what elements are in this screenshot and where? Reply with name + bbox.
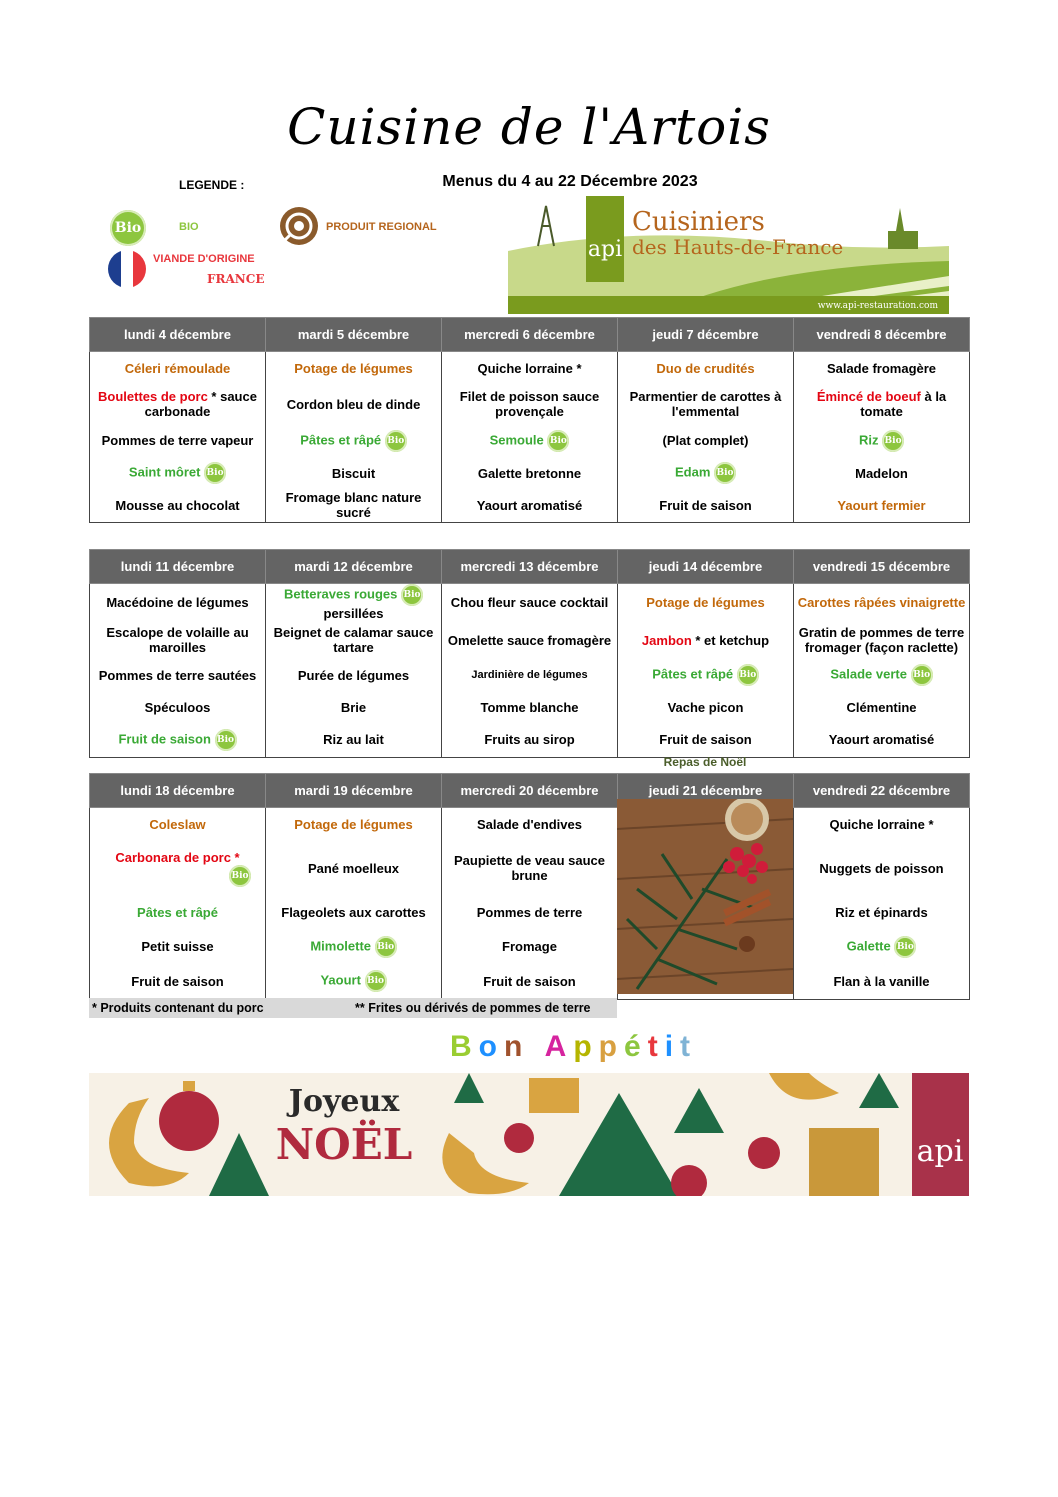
menu-item: [90, 458, 266, 489]
menu-item: Riz au lait: [266, 723, 442, 757]
menu-subtitle: Menus du 4 au 22 Décembre 2023: [442, 173, 698, 190]
page-title: Cuisine de l'Artois: [287, 98, 771, 156]
bon-appetit-letter: t: [647, 1030, 665, 1063]
menu-item: (Plat complet): [618, 424, 794, 458]
menu-item: [794, 424, 970, 458]
menu-item: Petit suisse: [90, 930, 266, 964]
bio-icon: Bio: [365, 970, 387, 992]
menu-item: [442, 424, 618, 458]
banner-line1: Cuisiniers: [632, 207, 765, 237]
menu-item-label: Riz: [858, 431, 879, 447]
menu-item: Biscuit: [266, 458, 442, 489]
day-header: jeudi 7 décembre: [618, 318, 794, 352]
menu-week-2: [89, 549, 970, 758]
bon-appetit-letter: t: [680, 1030, 698, 1063]
menu-item-label: persillées: [323, 606, 384, 621]
menu-item: Galette bretonne: [442, 458, 618, 489]
menu-item: Clémentine: [794, 691, 970, 723]
menu-item: Pommes de terre vapeur: [90, 424, 266, 458]
day-header: vendredi 15 décembre: [794, 550, 970, 584]
menu-item: Spéculoos: [90, 691, 266, 723]
menu-item: [794, 930, 970, 964]
xmas-brand: api: [916, 1134, 964, 1169]
menu-item: Jardinière de légumes: [442, 659, 618, 691]
bio-icon: Bio: [714, 462, 736, 484]
menu-item: Potage de légumes: [266, 808, 442, 841]
day-header: mercredi 20 décembre: [442, 774, 618, 808]
day-header: lundi 4 décembre: [90, 318, 266, 352]
menu-item-part: * et ketchup: [691, 632, 770, 648]
day-header: vendredi 8 décembre: [794, 318, 970, 352]
menu-item: Macédoine de légumes: [90, 584, 266, 622]
menu-item: Tomme blanche: [442, 691, 618, 723]
footer-note-pork: * Produits contenant du porc: [92, 1001, 264, 1015]
bio-icon: Bio: [882, 430, 904, 452]
menu-item: [618, 659, 794, 691]
menu-item: Potage de légumes: [618, 584, 794, 622]
menu-item: Fromage blanc nature sucré: [266, 489, 442, 523]
menu-item-part: Émincé de boeuf: [816, 389, 921, 404]
menu-item: Potage de légumes: [266, 352, 442, 385]
api-cuisiniers-banner: [508, 196, 949, 314]
menu-item: Madelon: [794, 458, 970, 489]
banner-url: www.api-restauration.com: [817, 301, 938, 311]
bio-icon: Bio: [894, 936, 916, 958]
day-header: mardi 19 décembre: [266, 774, 442, 808]
menu-item: Pommes de terre: [442, 896, 618, 930]
menu-item-label: Pâtes et râpé: [300, 431, 382, 447]
menu-item: Yaourt fermier: [794, 489, 970, 523]
bio-icon: Bio: [911, 664, 933, 686]
menu-item: Fruit de saison: [618, 723, 794, 757]
menu-item: Escalope de volaille au maroilles: [90, 621, 266, 659]
menu-item: Céleri rémoulade: [90, 352, 266, 385]
menu-item: [266, 964, 442, 1000]
menu-item: Mousse au chocolat: [90, 489, 266, 523]
bio-icon: Bio: [385, 430, 407, 452]
menu-item: [794, 385, 970, 424]
menu-item: [266, 930, 442, 964]
bon-appetit-letter: o: [478, 1030, 504, 1063]
menu-item-label: Semoule: [489, 431, 544, 447]
banner-brand: api: [587, 237, 623, 262]
french-flag-icon: [108, 250, 146, 288]
bio-icon: Bio: [375, 936, 397, 958]
bon-appetit-letter: p: [573, 1030, 599, 1063]
bio-icon: Bio: [547, 430, 569, 452]
menu-item: [90, 841, 266, 896]
menu-item: [618, 458, 794, 489]
menu-item-label: Carbonara de porc *: [115, 849, 240, 865]
menu-item-label: Salade verte: [830, 666, 907, 682]
legend-origin-label: VIANDE D'ORIGINE: [153, 253, 255, 265]
menu-item: Duo de crudités: [618, 352, 794, 385]
menu-item: [90, 723, 266, 757]
banner-line2: des Hauts-de-France: [632, 235, 844, 259]
menu-item: Fruit de saison: [90, 964, 266, 1000]
day-header: lundi 11 décembre: [90, 550, 266, 584]
footer-notes: [89, 998, 617, 1018]
menu-week-1: [89, 317, 970, 523]
menu-item: Filet de poisson sauce provençale: [442, 385, 618, 424]
menu-item: Parmentier de carottes à l'emmental: [618, 385, 794, 424]
menu-item: Flageolets aux carottes: [266, 896, 442, 930]
menu-week-3: [89, 773, 970, 1000]
menu-item: Coleslaw: [90, 808, 266, 841]
day-header: jeudi 14 décembre: [618, 550, 794, 584]
menu-item-part: à la tomate: [860, 389, 947, 419]
menu-item: Cordon bleu de dinde: [266, 385, 442, 424]
regional-product-icon: [280, 207, 318, 245]
bon-appetit-letter: [529, 1030, 544, 1063]
legend-origin-country: FRANCE: [207, 272, 265, 286]
menu-item: Riz et épinards: [794, 896, 970, 930]
menu-item: Beignet de calamar sauce tartare: [266, 621, 442, 659]
day-header: mardi 5 décembre: [266, 318, 442, 352]
bio-icon: Bio: [401, 584, 423, 606]
menu-item: Fruits au sirop: [442, 723, 618, 757]
day-header: mercredi 13 décembre: [442, 550, 618, 584]
menu-item-label: Galette: [846, 937, 891, 953]
menu-item: [266, 584, 442, 622]
legend-title: LEGENDE :: [179, 178, 245, 192]
menu-item: Gratin de pommes de terre fromager (façon raclette): [794, 621, 970, 659]
menu-item: Brie: [266, 691, 442, 723]
menu-item: Fromage: [442, 930, 618, 964]
bio-icon: Bio: [215, 729, 237, 751]
menu-item-label: Mimolette: [310, 937, 372, 953]
bio-icon: Bio: [204, 462, 226, 484]
bon-appetit-letter: p: [598, 1030, 624, 1063]
menu-item: Yaourt aromatisé: [442, 489, 618, 523]
menu-item: Salade d'endives: [442, 808, 618, 841]
menu-item: Quiche lorraine *: [794, 808, 970, 841]
menu-item: Pommes de terre sautées: [90, 659, 266, 691]
menu-item: Omelette sauce fromagère: [442, 621, 618, 659]
menu-item-label: Yaourt: [320, 972, 361, 988]
menu-item: Carottes râpées vinaigrette: [794, 584, 970, 622]
menu-item: [618, 621, 794, 659]
menu-item: Yaourt aromatisé: [794, 723, 970, 757]
menu-item: Quiche lorraine *: [442, 352, 618, 385]
christmas-decoration-photo: [617, 799, 793, 994]
bio-icon: Bio: [229, 865, 251, 887]
menu-item: Nuggets de poisson: [794, 841, 970, 896]
menu-item-part: Boulettes de porc: [98, 389, 208, 404]
legend-regional-label: PRODUIT REGIONAL: [326, 221, 437, 233]
menu-item: Purée de légumes: [266, 659, 442, 691]
day-header: jeudi 21 décembre: [618, 774, 794, 808]
day-header: vendredi 22 décembre: [794, 774, 970, 808]
menu-item-part: * sauce carbonade: [144, 389, 257, 419]
xmas-line1: Joyeux: [288, 1084, 400, 1119]
bon-appetit-text: [450, 1030, 697, 1064]
menu-item-label: Fruit de saison: [118, 731, 211, 747]
bio-icon: Bio: [110, 210, 146, 246]
joyeux-noel-banner: [89, 1073, 969, 1196]
menu-item: Vache picon: [618, 691, 794, 723]
menu-item: [266, 424, 442, 458]
bon-appetit-letter: n: [504, 1030, 530, 1063]
xmas-line2: NOËL: [275, 1120, 413, 1169]
bon-appetit-letter: A: [544, 1030, 574, 1063]
menu-item-label: Betteraves rouges: [283, 586, 398, 602]
menu-item: [90, 385, 266, 424]
menu-item: Paupiette de veau sauce brune: [442, 841, 618, 896]
legend-bio-label: BIO: [179, 221, 199, 233]
menu-item: Pané moelleux: [266, 841, 442, 896]
menu-item-label: Pâtes et râpé: [652, 666, 734, 682]
bio-icon: Bio: [737, 664, 759, 686]
christmas-meal-label: Repas de Noël: [663, 755, 747, 769]
bon-appetit-letter: é: [624, 1030, 648, 1063]
bon-appetit-letter: i: [664, 1030, 681, 1063]
menu-item: Fruit de saison: [442, 964, 618, 1000]
menu-item: Flan à la vanille: [794, 964, 970, 1000]
menu-item-part: Jambon: [641, 632, 692, 648]
day-header: mercredi 6 décembre: [442, 318, 618, 352]
day-header: mardi 12 décembre: [266, 550, 442, 584]
menu-item: Fruit de saison: [618, 489, 794, 523]
menu-item-label: Saint môret: [128, 464, 201, 480]
menu-item: Salade fromagère: [794, 352, 970, 385]
footer-note-fries: ** Frites ou dérivés de pommes de terre: [355, 1001, 591, 1015]
bon-appetit-letter: B: [450, 1030, 479, 1063]
menu-item: [794, 659, 970, 691]
day-header: lundi 18 décembre: [90, 774, 266, 808]
menu-item-label: Edam: [674, 464, 711, 480]
menu-item: Chou fleur sauce cocktail: [442, 584, 618, 622]
menu-item: Pâtes et râpé: [90, 896, 266, 930]
